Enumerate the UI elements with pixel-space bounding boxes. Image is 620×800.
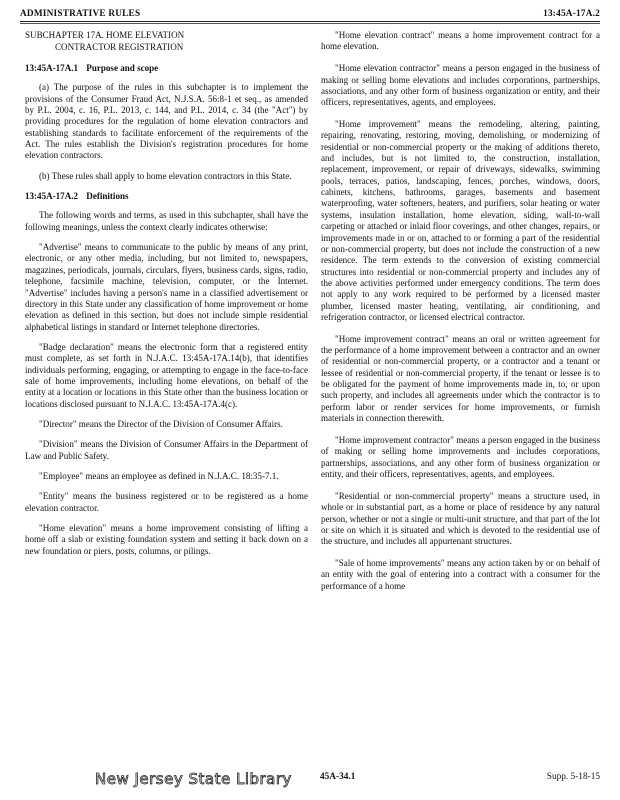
supplement-date: Supp. 5-18-15: [546, 772, 600, 782]
header-rule: [20, 21, 600, 22]
definition-home-improvement-contract: "Home improvement contract" means an oral or written agreement for the performance of a home improvement between a contractor and an owner of residential or non-commercial property, or a contractor and a tenant or lessee of residential or non-commercial property, if the tenant or lessee is to be obligated for the payment of home improvements made in, to, or upon such property, and includes all agreements under which the contractor is to perform labor or render services for home improvements, or furnish materials in connection therewith.: [321, 333, 600, 424]
definition-division: "Division" means the Division of Consumer Affairs in the Department of Law and Public Safety.: [25, 439, 308, 461]
running-header: [20, 9, 600, 19]
definition-home-improvement-contractor: "Home improvement contractor" means a person engaged in the business of making or selling home improvements and includes corporations, partnerships, associations, and any other form of business organization or entity, and their officers, representatives, agents, and employees.: [321, 435, 600, 480]
subchapter-heading: [25, 30, 308, 53]
definition-advertise: "Advertise" means to communicate to the public by means of any print, electronic, or any other media, including, but not limited to, newspapers, magazines, periodicals, journals, circulars, flyers, business cards, signs, radio, telephone, facsimile machine, television, computer, or the Internet. "Advertise" includes having a person's name in a classified advertisement or directory in this State under any classification of home improvement or home elevation as defined in this section, but does not include simple residential alphabetical listings in standard or Internet telephone directories.: [25, 242, 308, 332]
section-heading-purpose: [25, 63, 308, 74]
left-column: [25, 30, 308, 566]
section-number: 13:45A-17A.1: [25, 63, 79, 73]
right-column: [321, 30, 600, 603]
section-heading-definitions: [25, 191, 308, 202]
header-title: ADMINISTRATIVE RULES: [20, 9, 141, 19]
section-title: Purpose and scope: [86, 63, 159, 73]
definition-home-elevation-contract: "Home elevation contract" means a home improvement contract for a home elevation.: [321, 30, 600, 52]
definition-sale-of-home-improvements: "Sale of home improvements" means any action taken by or on behalf of an entity with the goal of entering into a contract with a consumer for the performance of a home: [321, 558, 600, 591]
section-title: Definitions: [86, 191, 129, 202]
definition-home-elevation-contractor: "Home elevation contractor" means a person engaged in the business of making or selling home elevations and includes corporations, partnerships, associations, and any other form of business organization or entity, and their officers, representatives, agents, and employees.: [321, 63, 600, 108]
definition-home-elevation: "Home elevation" means a home improvement consisting of lifting a home off a slab or existing foundation system and setting it back down on a new foundation or piers, posts, columns, or pilings.: [25, 523, 308, 556]
paragraph-purpose-a: (a) The purpose of the rules in this subchapter is to implement the provisions of the Consumer Fraud Act, N.J.S.A. 56:8-1 et seq., as amended by P.L. 2004, c. 16, P.L. 2013, c. 144, and P.L. 2014, c. 34 (the "Act") by providing procedures for the regulation of home elevation contractors and establishing standards to facilitate enforcement of the requirements of the Act. The rules establish the Division's registration procedures for home elevation contractors.: [25, 82, 308, 161]
subchapter-line1: SUBCHAPTER 17A. HOME ELEVATION: [25, 30, 185, 40]
definition-employee: "Employee" means an employee as defined in N.J.A.C. 18:35-7.1.: [39, 470, 279, 481]
definition-director: "Director" means the Director of the Division of Consumer Affairs.: [39, 418, 283, 429]
paragraph-purpose-b: (b) These rules shall apply to home elevation contractors in this State.: [39, 170, 292, 181]
definition-entity: "Entity" means the business registered or to be registered as a home elevation contractor.: [25, 491, 308, 513]
page-number: 45A-34.1: [320, 772, 356, 782]
header-rule-secondary: [20, 23, 600, 24]
subchapter-line2: CONTRACTOR REGISTRATION: [55, 41, 184, 52]
header-section: 13:45A-17A.2: [543, 9, 600, 19]
library-watermark: New Jersey State Library: [95, 770, 292, 788]
definition-residential-property: "Residential or non-commercial property" means a structure used, in whole or in substantial part, as a home or place of residence by any natural person, whether or not a single or multi-unit structure, and that part of the lot or site on which it is situated and which is devoted to the residential use of the structure, and includes all appurtenant structures.: [321, 490, 600, 547]
definition-badge-declaration: "Badge declaration" means the electronic form that a registered entity must complete, as set forth in N.J.A.C. 13:45A-17A.14(b), that identifies individuals performing, engaging, or attempting to engage in the face-to-face sale of home improvements, including home elevations, on behalf of the entity at a location or locations in this State other than the business location or locations disclosed pursuant to N.J.A.C. 13:45A-17A.4(c).: [25, 341, 308, 409]
definition-home-improvement: "Home improvement" means the remodeling, altering, painting, repairing, renovating, restoring, moving, demolishing, or modernizing of residential or non-commercial property or the making of additions thereto, and includes, but is not limited to, the construction, installation, replacement, improvement, or repair of driveways, sidewalks, swimming pools, terraces, patios, landscaping, fences, porches, windows, doors, cabinets, kitchens, bathrooms, garages, basements and basement waterproofing, water softeners, heaters, and purifiers, solar heating or water systems, insulation installation, home elevation, siding, wall-to-wall carpeting or attached or inlaid floor coverings, and other changes, repairs, or improvements made in or on, attached to or forming a part of the residential or non-commercial property, but does not include the construction of a new residence. The term extends to the conversion of existing commercial structures into residential or non-commercial property and includes any of the above activities performed under emergency conditions. The term does not apply to any work required to be performed by a licensed master plumber, licensed master heating, ventilating, air conditioning, and refrigeration contractor, or licensed electrical contractor.: [321, 119, 600, 322]
paragraph-definitions-intro: The following words and terms, as used in this subchapter, shall have the following meanings, unless the context clearly indicates otherwise:: [25, 210, 308, 232]
section-number: 13:45A-17A.2: [25, 191, 79, 202]
